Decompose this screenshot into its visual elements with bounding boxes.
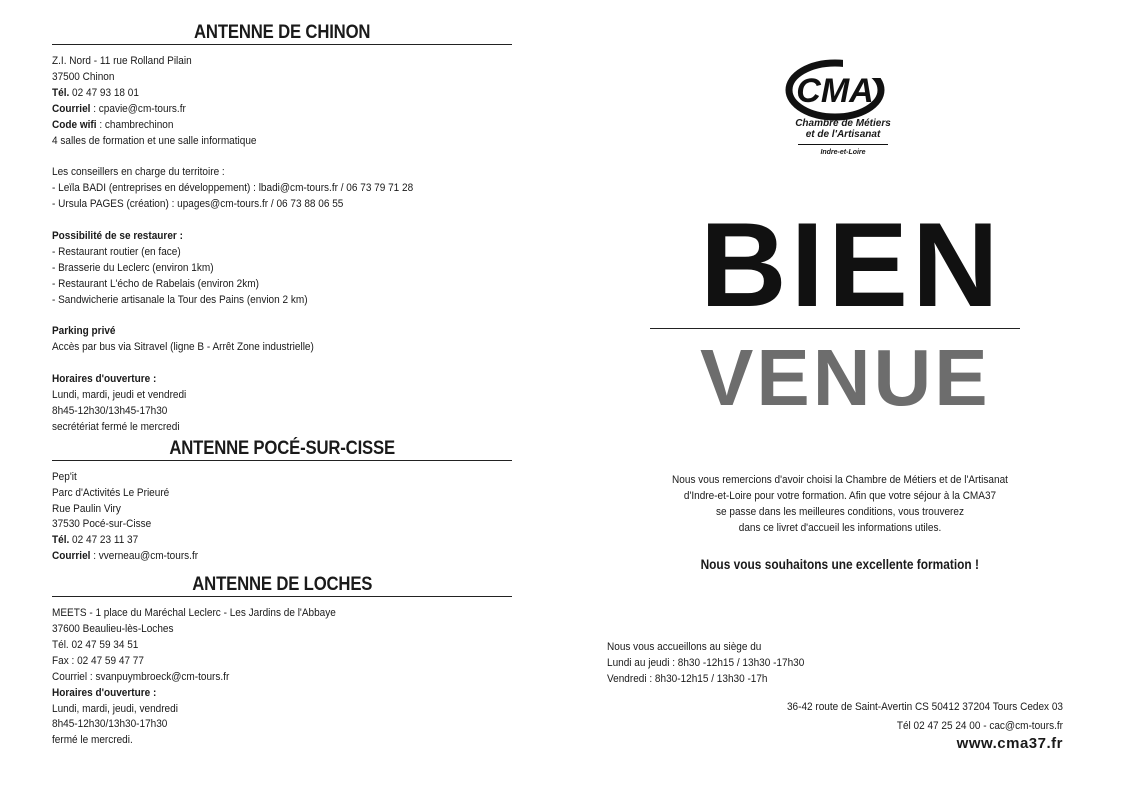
cma-logo-line-3: Indre-et-Loire [820, 149, 866, 156]
website-link[interactable]: www.cma37.fr [956, 735, 1063, 752]
siege-line-2: Lundi au jeudi : 8h30 -12h15 / 13h30 -17h30 [607, 656, 805, 669]
poce-title: ANTENNE POCÉ-SUR-CISSE [169, 437, 395, 459]
chinon-hours-3: secrétériat fermé le mercredi [52, 420, 180, 433]
chinon-food-2: - Brasserie du Leclerc (environ 1km) [52, 261, 214, 274]
loches-line-1: MEETS - 1 place du Maréchal Leclerc - Les Jardins de l'Abbaye [52, 607, 336, 620]
poce-tel-label: Tél. [52, 534, 70, 547]
welcome-wish [630, 556, 1050, 572]
chinon-food-4: - Sandwicherie artisanale la Tour des Pains (envion 2 km) [52, 293, 308, 306]
cma-logo-text [783, 118, 903, 158]
loches-hours-title: Horaires d'ouverture : [52, 686, 157, 699]
chinon-parking-title: Parking privé [52, 325, 116, 338]
chinon-food-title: Possibilité de se restaurer : [52, 229, 183, 242]
cma-logo-line-2: et de l'Artisanat [805, 129, 881, 140]
poce-line-2: Parc d'Activités Le Prieuré [52, 486, 170, 499]
chinon-rooms: 4 salles de formation et une salle informatique [52, 134, 257, 147]
poce-line-3: Rue Paulin Viry [52, 502, 121, 515]
siege-address-line: 36-42 route de Saint-Avertin CS 50412 37204 Tours Cedex 03 [786, 701, 1063, 713]
intro-line-1: Nous vous remercions d'avoir choisi la Chambre de Métiers et de l'Artisanat [672, 474, 1008, 486]
chinon-parking: Accès par bus via Sitravel (ligne B - Arrêt Zone industrielle) [52, 341, 314, 354]
siege-contact-line: Tél 02 47 25 24 00 - cac@cm-tours.fr [896, 720, 1063, 732]
poce-tel-value: 02 47 23 11 37 [69, 534, 139, 547]
chinon-wifi-label: Code wifi [52, 118, 97, 131]
loches-title: ANTENNE DE LOCHES [191, 574, 373, 596]
cma-logo-letters: CMA [796, 72, 874, 110]
loches-hours-3: fermé le mercredi. [52, 734, 133, 747]
chinon-city: 37500 Chinon [52, 70, 115, 83]
loches-hours-2: 8h45-12h30/13h30-17h30 [52, 718, 168, 731]
poce-mail [52, 549, 457, 565]
chinon-food-3: - Restaurant L'écho de Rabelais (environ 2km) [52, 277, 259, 290]
welcome-intro [630, 472, 1050, 536]
left-column [52, 22, 512, 749]
welcome-divider [650, 328, 1020, 329]
chinon-wifi-value: : chambrechinon [96, 118, 174, 131]
right-column [600, 0, 1080, 803]
chinon-advisor-1: - Leïla BADI (entreprises en développement) : lbadi@cm-tours.fr / 06 73 79 71 28 [52, 182, 414, 195]
loches-line-5: Courriel : svanpuymbroeck@cm-tours.fr [52, 670, 230, 683]
intro-line-3: se passe dans les meilleures conditions, vous trouverez [716, 506, 964, 518]
chinon-advisor-2: - Ursula PAGES (création) : upages@cm-tours.fr / 06 73 88 06 55 [52, 198, 344, 211]
poce-rule [52, 460, 512, 461]
cma-logo-rule [798, 144, 888, 145]
chinon-tel-label: Tél. [52, 86, 70, 99]
chinon-hours-2: 8h45-12h30/13h45-17h30 [52, 404, 168, 417]
poce-mail-label: Courriel [52, 550, 91, 563]
siege-line-1: Nous vous accueillons au siège du [607, 641, 762, 653]
loches-hours-1: Lundi, mardi, jeudi, vendredi [52, 702, 178, 715]
cma-logo-line-1: Chambre de Métiers [795, 118, 891, 129]
siege-address [643, 698, 1063, 736]
poce-tel [52, 533, 457, 549]
loches-rule [52, 596, 512, 597]
intro-line-2: d'Indre-et-Loire pour votre formation. Afin que votre séjour à la CMA37 [683, 490, 997, 502]
loches-title-wrap [52, 574, 512, 596]
siege-hours [607, 640, 907, 688]
chinon-wifi [52, 118, 457, 134]
welcome-wish-text: Nous vous souhaitons une excellente formation ! [700, 556, 980, 572]
chinon-mail-label: Courriel [52, 102, 91, 115]
chinon-address-line: Z.I. Nord - 11 rue Rolland Pilain [52, 55, 192, 67]
chinon-hours-1: Lundi, mardi, jeudi et vendredi [52, 388, 187, 401]
poce-mail-value: : vverneau@cm-tours.fr [90, 550, 199, 563]
poce-title-wrap [52, 438, 512, 460]
welcome-word-2: VENUE [700, 333, 991, 422]
poce-line-4: 37530 Pocé-sur-Cisse [52, 518, 152, 531]
loches-line-2: 37600 Beaulieu-lès-Loches [52, 623, 174, 636]
chinon-food-1: - Restaurant routier (en face) [52, 245, 181, 258]
chinon-rule [52, 44, 512, 45]
chinon-mail-value: : cpavie@cm-tours.fr [90, 102, 186, 115]
intro-line-4: dans ce livret d'accueil les informations utiles. [738, 522, 942, 534]
chinon-advisors-title: Les conseillers en charge du territoire : [52, 166, 225, 179]
chinon-tel-value: 02 47 93 18 01 [69, 86, 139, 99]
chinon-hours-title: Horaires d'ouverture : [52, 373, 157, 386]
loches-line-3: Tél. 02 47 59 34 51 [52, 638, 139, 651]
siege-line-3: Vendredi : 8h30-12h15 / 13h30 -17h [607, 672, 768, 685]
welcome-word-1: BIEN [700, 198, 1003, 332]
loches-line-4: Fax : 02 47 59 47 77 [52, 654, 144, 667]
poce-line-1: Pep'it [52, 470, 77, 483]
chinon-tel [52, 86, 457, 102]
chinon-title-wrap [52, 22, 512, 44]
chinon-mail [52, 102, 457, 118]
cma-logo [783, 58, 903, 156]
chinon-title: ANTENNE DE CHINON [193, 22, 371, 43]
